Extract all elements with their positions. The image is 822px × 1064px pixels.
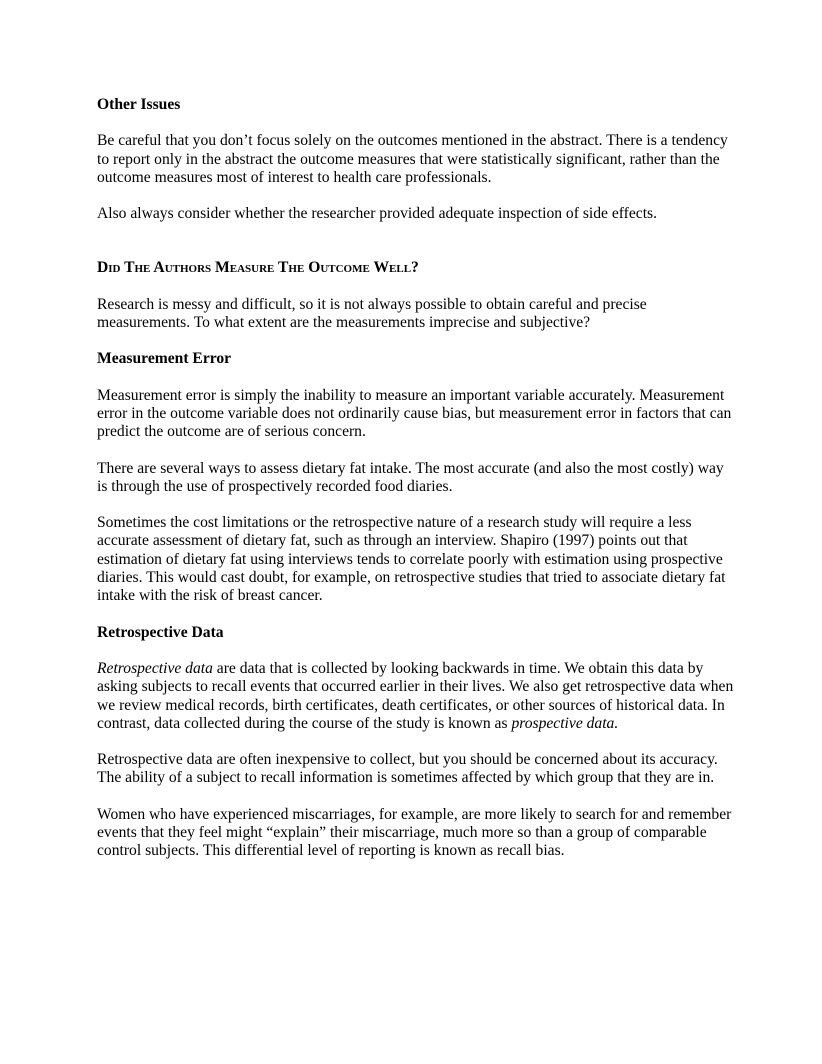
term-retrospective-data: Retrospective data bbox=[97, 659, 213, 677]
term-prospective-data: prospective data. bbox=[511, 714, 619, 732]
paragraph-messy-research: Research is messy and difficult, so it is not always possible to obtain careful and precise measurements. To what extent are the measurements imprecise and subjective? bbox=[97, 295, 647, 332]
paragraph-retrospective-definition bbox=[97, 660, 737, 733]
heading-measurement-error: Measurement Error bbox=[97, 350, 232, 368]
paragraph-side-effects: Also always consider whether the researcher provided adequate inspection of side effects. bbox=[97, 205, 658, 223]
paragraph-abstract-outcomes: Be careful that you don’t focus solely on the outcomes mentioned in the abstract. There is a tendency to report only in the abstract the outcome measures that were statistically significant, rather than the outcome measures most of interest to health care professionals. bbox=[97, 132, 728, 186]
heading-measure-outcome-well: Did The Authors Measure The Outcome Well? bbox=[97, 259, 419, 277]
heading-retrospective-data: Retrospective Data bbox=[97, 623, 224, 641]
paragraph-cost-limitations: Sometimes the cost limitations or the retrospective nature of a research study will require a less accurate assessment of dietary fat, such as through an interview. Shapiro (1997) points out that estimation of dietary fat using interviews tends to correlate poorly with estimation using prospective diaries. This would cast doubt, for example, on retrospective studies that tried to associate dietary fat intake with the risk of breast cancer. bbox=[97, 514, 726, 605]
paragraph-dietary-fat: There are several ways to assess dietary fat intake. The most accurate (and also the most costly) way is through the use of prospectively recorded food diaries. bbox=[97, 459, 724, 495]
document-page bbox=[97, 96, 737, 861]
retrospective-definition-body: are data that is collected by looking backwards in time. We obtain this data by asking subjects to recall events that occurred earlier in their lives. We also get retrospective data when we review medical records, birth certificates, death certificates, or other sources of historical data. In contrast, data collected during the course of the study is known as bbox=[97, 659, 734, 732]
paragraph-retrospective-accuracy: Retrospective data are often inexpensive to collect, but you should be concerned about its accuracy. The ability of a subject to recall information is sometimes affected by which group that they are in. bbox=[97, 751, 718, 787]
paragraph-recall-bias: Women who have experienced miscarriages, for example, are more likely to search for and remember events that they feel might “explain” their miscarriage, much more so than a group of comparable control subjects. This differential level of reporting is known as recall bias. bbox=[97, 805, 732, 860]
heading-other-issues: Other Issues bbox=[97, 96, 181, 113]
paragraph-measurement-error-definition: Measurement error is simply the inability to measure an important variable accurately. Measurement error in the outcome variable does not ordinarily cause bias, but measurement error in factors that can predict the outcome are of serious concern. bbox=[97, 386, 732, 441]
